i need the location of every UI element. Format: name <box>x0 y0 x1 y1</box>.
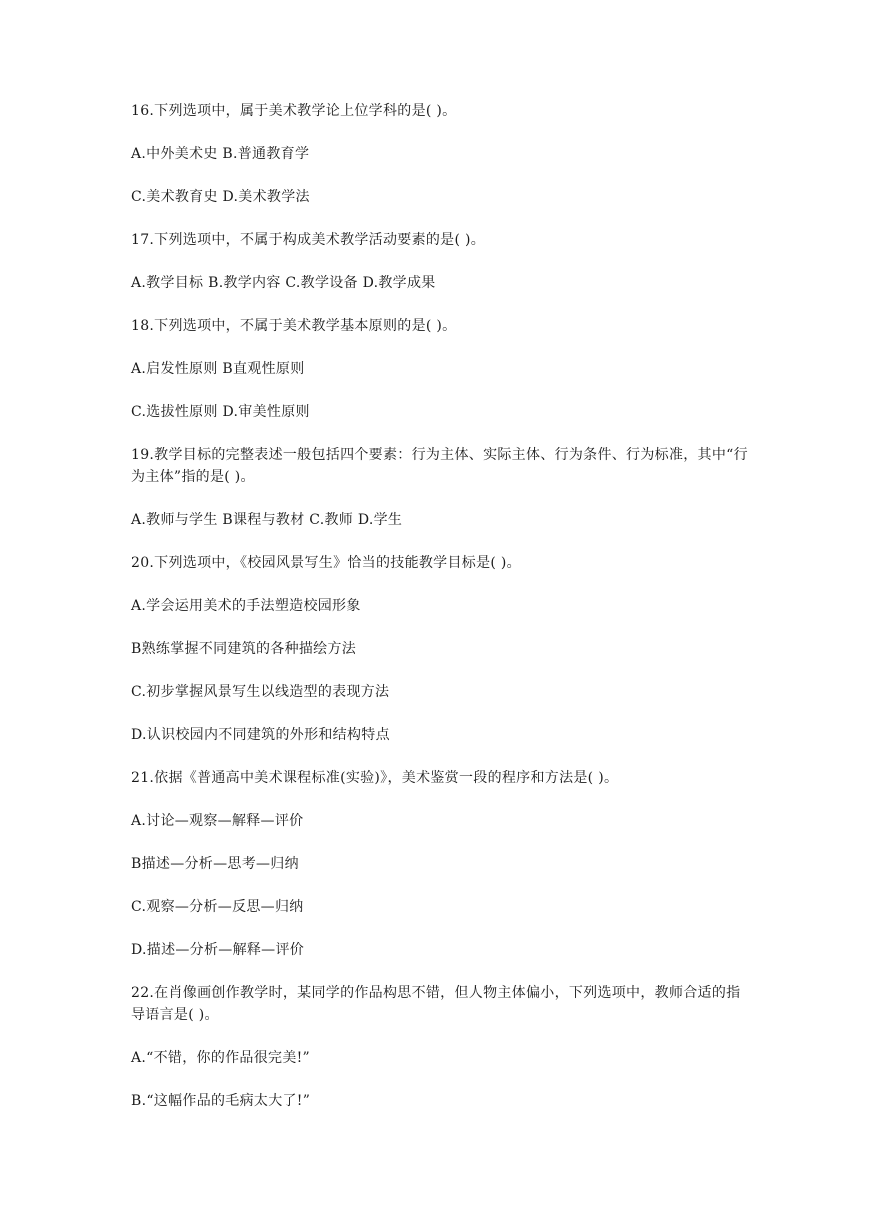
q20-option-b: B熟练掌握不同建筑的各种描绘方法 <box>131 641 357 657</box>
question-19: 19.教学目标的完整表述一般包括四个要素：行为主体、实际主体、行为条件、行为标准，其中“行为主体”指的是( )。 <box>131 447 748 485</box>
q20-option-a: A.学会运用美术的手法塑造校园形象 <box>131 598 361 614</box>
q18-options-cd: C.选拔性原则 D.审美性原则 <box>131 404 310 420</box>
question-22: 22.在肖像画创作教学时，某同学的作品构思不错，但人物主体偏小，下列选项中，教师合适的指导语言是( )。 <box>131 985 741 1023</box>
q20-option-c: C.初步掌握风景写生以线造型的表现方法 <box>131 684 390 700</box>
q17-options: A.教学目标 B.教学内容 C.教学设备 D.教学成果 <box>131 275 436 291</box>
q20-option-d: D.认识校园内不同建筑的外形和结构特点 <box>131 727 390 743</box>
q21-option-a: A.讨论—观察—解释—评价 <box>131 813 304 829</box>
q18-options-ab: A.启发性原则 B直观性原则 <box>131 361 305 377</box>
question-18: 18.下列选项中，不属于美术教学基本原则的是( )。 <box>131 318 457 334</box>
document-page <box>131 100 751 1112</box>
q16-options-cd: C.美术教育史 D.美术教学法 <box>131 189 310 205</box>
q19-options: A.教师与学生 B课程与教材 C.教师 D.学生 <box>131 512 403 528</box>
q21-option-c: C.观察—分析—反思—归纳 <box>131 899 304 915</box>
question-20: 20.下列选项中，《校园风景写生》恰当的技能教学目标是( )。 <box>131 555 521 571</box>
q21-option-b: B描述—分析—思考—归纳 <box>131 856 299 872</box>
question-21: 21.依据《普通高中美术课程标准(实验)》，美术鉴赏一段的程序和方法是( )。 <box>131 770 619 786</box>
q21-option-d: D.描述—分析—解释—评价 <box>131 942 305 958</box>
q22-option-b: B.“这幅作品的毛病太大了!” <box>131 1093 311 1109</box>
question-16: 16.下列选项中，属于美术教学论上位学科的是( )。 <box>131 103 457 119</box>
q22-option-a: A.“不错，你的作品很完美!” <box>131 1050 311 1066</box>
question-17: 17.下列选项中，不属于构成美术教学活动要素的是( )。 <box>131 232 486 248</box>
q16-options-ab: A.中外美术史 B.普通教育学 <box>131 146 310 162</box>
